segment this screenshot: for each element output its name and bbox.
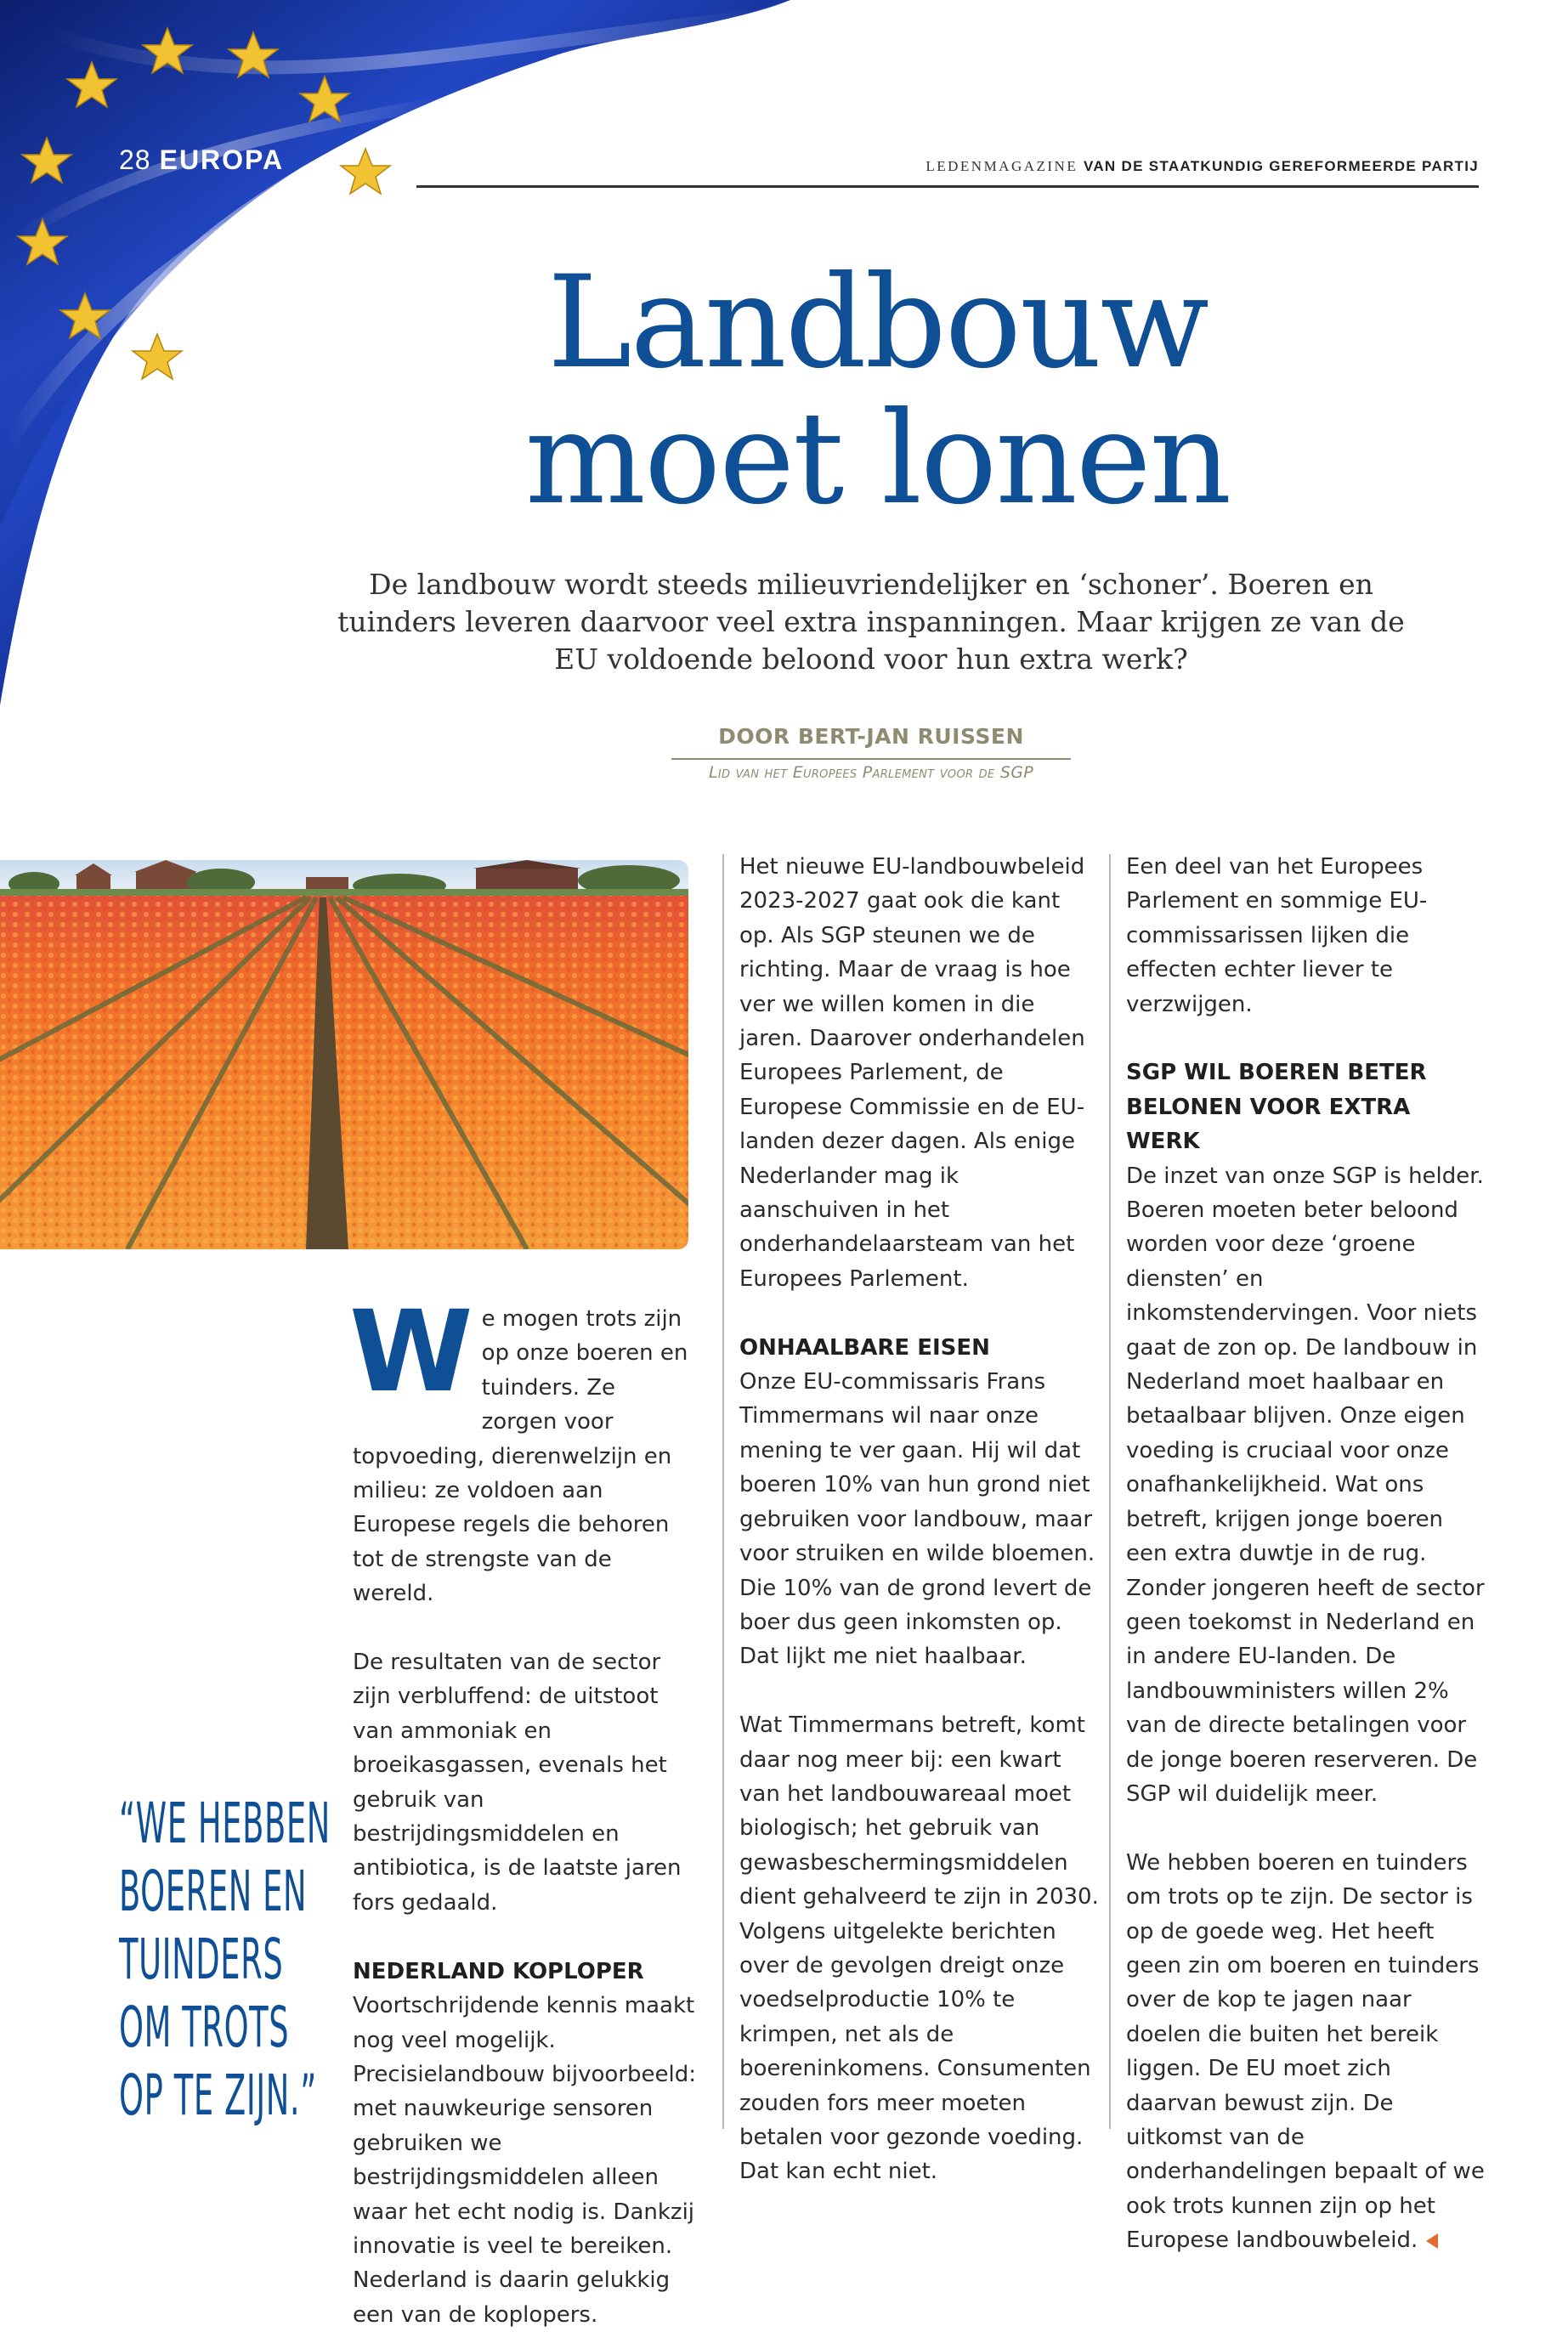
dropcap: W — [349, 1287, 473, 1418]
subheading: SGP WIL BOEREN BETER BELONEN VOOR EXTRA WERK — [1126, 1060, 1427, 1155]
pull-quote — [119, 1790, 331, 2130]
page-header — [119, 144, 284, 176]
star-icon — [341, 149, 390, 194]
section-name: EUROPA — [159, 144, 285, 175]
paragraph: e mogen trots zijn op onze boeren en tuinders. Ze zorgen voor topvoeding, dierenwelzijn en milieu: ze voldoen aan Europese regels die behoren tot de strengste van de wereld. — [353, 1306, 688, 1607]
masthead-bold: VAN DE STAATKUNDIG GEREFORMEERDE PARTIJ — [1083, 158, 1479, 174]
quote-line: OP TE ZIJN.” — [119, 2063, 317, 2128]
author-byline: DOOR BERT-JAN RUISSEN — [718, 724, 1024, 749]
paragraph: Het nieuwe EU-landbouwbeleid 2023-2027 gaat ook die kant op. Als SGP steunen we de richting. Maar de vraag is hoe ver we willen komen in die jaren. Daarover onderhandelen Europees Parlement, de Europese Commissie en de EU-landen dezer dagen. Als enige Nederlander mag ik aanschuiven in het onderhandelaarsteam van het Europees Parlement. — [739, 854, 1085, 1292]
paragraph: Een deel van het Europees Parlement en sommige EU-commissarissen lijken die effecten echter liever te verzwijgen. — [1126, 854, 1428, 1017]
column-rule — [1109, 854, 1111, 2129]
title-line-1: Landbouw — [547, 249, 1208, 397]
article-column-1 — [349, 1287, 697, 2332]
title-line-2: moet lonen — [524, 385, 1231, 533]
paragraph: Onze EU-commissaris Frans Timmermans wil naar onze mening te ver gaan. Hij wil dat boeren 10% van hun grond niet gebruiken voor landbouw, maar voor struiken en wilde bloemen. Die 10% van de grond levert de boer dus geen inkomsten op. Dat lijkt me niet haalbaar. — [739, 1369, 1095, 1670]
masthead-light: LEDENMAGAZINE — [926, 158, 1078, 174]
author-role: Lid van het Europees Parlement voor de SGP — [709, 763, 1033, 782]
subheading: NEDERLAND KOPLOPER — [353, 1958, 644, 1984]
quote-line: BOEREN EN — [119, 1859, 308, 1924]
page-number: 28 — [119, 144, 151, 175]
subheading: ONHAALBARE EISEN — [739, 1334, 990, 1361]
masthead — [416, 158, 1479, 175]
paragraph: De inzet van onze SGP is helder. Boeren moeten beter beloond worden voor deze ‘groene diensten’ en inkomstendervingen. Voor niets gaat de zon op. De landbouw in Nederland moet haalbaar en betaalbaar blijven. Onze eigen voeding is cruciaal voor onze onafhankelijkheid. Wat ons betreft, krijgen jonge boeren een extra duwtje in de rug. Zonder jongeren heeft de sector geen toekomst in Nederland en in andere EU-landen. De landbouwministers willen 2% van de directe betalingen voor de jonge boeren reserveren. De SGP wil duidelijk meer. — [1126, 1163, 1485, 1807]
article-title — [416, 249, 1339, 533]
tulip-field-photo — [0, 860, 688, 1249]
quote-line: OM TROTS — [119, 1995, 290, 2060]
quote-line: TUINDERS — [119, 1927, 284, 1992]
masthead-rule — [416, 185, 1479, 188]
article-lead: De landbouw wordt steeds milieuvriendelijker en ‘schoner’. Boeren en tuinders leveren daarvoor veel extra inspanningen. Maar krijgen ze van de EU voldoende beloond voor hun extra werk? — [337, 568, 1405, 676]
paragraph: We hebben boeren en tuinders om trots op te zijn. De sector is op de goede weg. Het heeft geen zin om boeren en tuinders over de kop te jagen naar doelen die buiten het bereik liggen. De EU moet zich daarvan bewust zijn. De uitkomst van de onderhandelingen bepaalt of we ook trots kunnen zijn op het Europese landbouwbeleid. — [1126, 1849, 1485, 2254]
star-icon — [133, 334, 182, 379]
byline-rule — [671, 758, 1071, 760]
column-rule — [722, 854, 724, 2129]
triangle-left-icon — [1426, 2233, 1438, 2249]
paragraph: Voortschrijdende kennis maakt nog veel mogelijk. Precisielandbouw bijvoorbeeld: met nauwkeurige sensoren gebruiken we bestrijdingsmiddelen alleen waar het echt nodig is. Dankzij innovatie is veel te bereiken. Nederland is daarin gelukkig een van de koplopers. — [353, 1993, 697, 2328]
paragraph: De resultaten van de sector zijn verbluffend: de uitstoot van ammoniak en broeikasgassen, evenals het gebruik van bestrijdingsmiddelen en antibiotica, is de laatste jaren fors gedaald. — [353, 1650, 682, 1916]
article-column-3 — [1126, 850, 1487, 2258]
quote-line: “WE HEBBEN — [119, 1791, 331, 1856]
article-column-2 — [739, 850, 1101, 2189]
paragraph: Wat Timmermans betreft, komt daar nog meer bij: een kwart van het landbouwareaal moet biologisch; het gebruik van gewasbeschermingsmiddelen dient gehalveerd te zijn in 2030. Volgens uitgelekte berichten over de gevolgen dreigt onze voedselproductie 10% te krimpen, net als de boereninkomens. Consumenten zouden fors meer moeten betalen voor gezonde voeding. Dat kan echt niet. — [739, 1712, 1099, 2185]
